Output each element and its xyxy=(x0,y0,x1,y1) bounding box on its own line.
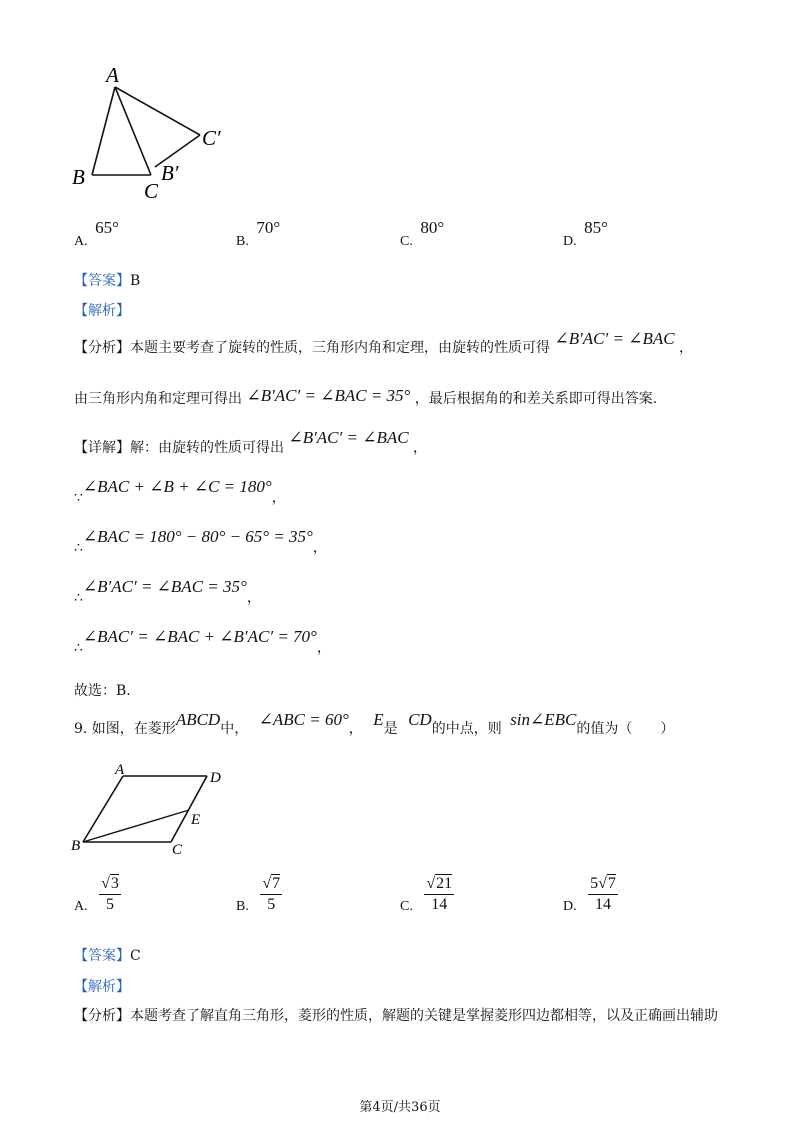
q9-option-d-coefficient: 5 xyxy=(590,875,599,892)
fenxi-formula: ∠B′AC′ = ∠BAC xyxy=(554,329,675,348)
point-label-D: D xyxy=(210,770,221,786)
point-label-Cp: C′ xyxy=(202,126,221,150)
q8-analysis-line2 xyxy=(74,388,657,408)
line2-formula: ∠B′AC′ = ∠BAC = 35° xyxy=(246,386,411,405)
q8-option-a-letter: A. xyxy=(74,234,88,249)
q9-option-b-radicand: 7 xyxy=(272,875,281,892)
step-3 xyxy=(74,577,261,606)
q8-option-b xyxy=(236,218,281,250)
step-2-formula: ∠BAC = 180° − 80° − 65° = 35° xyxy=(82,527,313,546)
point-label-A: A xyxy=(115,762,125,778)
q9-option-a xyxy=(74,875,121,913)
segment-AC xyxy=(115,87,151,175)
fenxi-tag: 【分析】 xyxy=(74,1008,130,1024)
q9-option-b-letter: B. xyxy=(236,899,249,914)
q8-option-c xyxy=(400,218,445,250)
segment-AB xyxy=(92,87,115,175)
q8-answer-line xyxy=(74,270,140,290)
segment-ACp xyxy=(115,87,200,135)
answer-value: B xyxy=(130,273,141,289)
q8-option-a-value: 65° xyxy=(95,218,119,237)
q9-option-b-denominator: 5 xyxy=(267,895,276,913)
q9-math-cd: CD xyxy=(408,710,432,729)
therefore-symbol: ∴ xyxy=(74,590,83,606)
q9-option-c-letter: C. xyxy=(400,899,413,914)
q9-fenxi-line xyxy=(74,1005,718,1025)
step-3-end: ， xyxy=(246,590,261,606)
q9-math-abcd: ABCD xyxy=(175,710,221,729)
q9-option-a-letter: A. xyxy=(74,899,88,914)
step-4-end: ， xyxy=(316,640,331,656)
q8-option-b-value: 70° xyxy=(256,218,281,237)
answer-value: C xyxy=(130,948,141,964)
q9-option-c-fraction: $\frac{√21}{14}$ xyxy=(426,875,453,913)
detail-tag: 【详解】 xyxy=(74,440,130,456)
q9-text-5: 的值为（ ） xyxy=(576,721,675,737)
step-1 xyxy=(74,477,286,506)
step-3-formula: ∠B′AC′ = ∠BAC = 35° xyxy=(82,577,247,596)
q9-text-3: 是 xyxy=(383,721,398,737)
q8-option-c-value: 80° xyxy=(420,218,445,237)
point-label-C: C xyxy=(172,842,183,858)
figure-rotated-triangle xyxy=(60,60,250,205)
analysis-tag: 【解析】 xyxy=(74,979,130,995)
point-label-C: C xyxy=(144,179,159,203)
q9-option-c xyxy=(400,875,454,913)
step-2-end: ， xyxy=(312,540,327,556)
q8-option-d-letter: D. xyxy=(563,234,577,249)
q9-number: 9. 如图，在菱形 xyxy=(74,721,176,737)
q9-option-a-fraction: $\frac{√3}{5}$ xyxy=(101,875,119,913)
q8-option-c-letter: C. xyxy=(400,234,413,249)
q9-option-b-fraction: $\frac{√7}{5}$ xyxy=(262,875,281,913)
because-symbol: ∵ xyxy=(74,490,83,506)
q9-answer-line xyxy=(74,945,141,965)
page-number: 第4页/共36页 xyxy=(359,1100,441,1115)
q9-text-1: 中， xyxy=(220,721,249,737)
fenxi-tag: 【分析】 xyxy=(74,340,130,356)
point-label-B: B xyxy=(71,838,81,854)
analysis-tag: 【解析】 xyxy=(74,303,130,319)
point-label-Bp: B′ xyxy=(161,161,179,185)
q8-option-d-value: 85° xyxy=(584,218,608,237)
answer-tag: 【答案】 xyxy=(74,273,130,289)
q9-option-a-denominator: 5 xyxy=(106,895,115,913)
step-1-end: ， xyxy=(271,490,286,506)
q9-stem xyxy=(74,710,675,738)
q9-option-d-radicand: 7 xyxy=(607,875,616,892)
q9-text-2: ， xyxy=(348,721,363,737)
therefore-symbol: ∴ xyxy=(74,640,83,656)
fenxi-text: 本题考查了解直角三角形，菱形的性质，解题的关键是掌握菱形四边都相等，以及正确画出辅助 xyxy=(130,1008,718,1024)
q9-math-e: E xyxy=(373,710,384,729)
step-4-formula: ∠BAC′ = ∠BAC + ∠B′AC′ = 70° xyxy=(82,627,317,646)
fenxi-text: 本题主要考查了旋转的性质，三角形内角和定理，由旋转的性质可得 xyxy=(130,340,550,356)
figure-rhombus xyxy=(60,760,240,860)
answer-tag: 【答案】 xyxy=(74,948,130,964)
step-4 xyxy=(74,627,331,656)
q8-option-a xyxy=(74,218,119,250)
therefore-symbol: ∴ xyxy=(74,540,83,556)
fenxi-end: ， xyxy=(679,340,694,356)
q8-option-d xyxy=(563,218,608,250)
step-1-formula: ∠BAC + ∠B + ∠C = 180° xyxy=(82,477,272,496)
point-label-B: B xyxy=(72,165,85,189)
q9-option-d-fraction: $\frac{5√7}{14}$ xyxy=(590,875,616,913)
line2-text-b: ，最后根据角的和差关系即可得出答案. xyxy=(414,391,658,407)
q9-option-d-letter: D. xyxy=(563,899,577,914)
q9-option-d-denominator: 14 xyxy=(595,895,612,913)
q9-text-4: 的中点，则 xyxy=(431,721,502,737)
q8-fenxi-line xyxy=(74,329,694,357)
q9-option-c-denominator: 14 xyxy=(431,895,448,913)
q9-math-sin: sin∠EBC xyxy=(510,710,577,729)
q8-choose: 故选：B. xyxy=(74,683,131,699)
q9-math-angle: ∠ABC = 60° xyxy=(258,710,349,729)
q9-option-c-radicand: 21 xyxy=(436,875,453,892)
line2-text-a: 由三角形内角和定理可得出 xyxy=(74,391,242,407)
segment-DC xyxy=(171,776,207,842)
q9-option-d xyxy=(563,875,618,913)
q8-option-b-letter: B. xyxy=(236,234,249,249)
q9-option-a-radicand: 3 xyxy=(110,875,119,892)
q8-detail-line xyxy=(74,428,428,457)
point-label-A: A xyxy=(106,63,119,87)
detail-end: ， xyxy=(413,440,428,456)
detail-text: 解：由旋转的性质可得出 xyxy=(130,440,284,456)
point-label-E: E xyxy=(191,812,201,828)
q9-option-b xyxy=(236,875,282,913)
detail-formula: ∠B′AC′ = ∠BAC xyxy=(288,428,409,447)
step-2 xyxy=(74,527,327,556)
